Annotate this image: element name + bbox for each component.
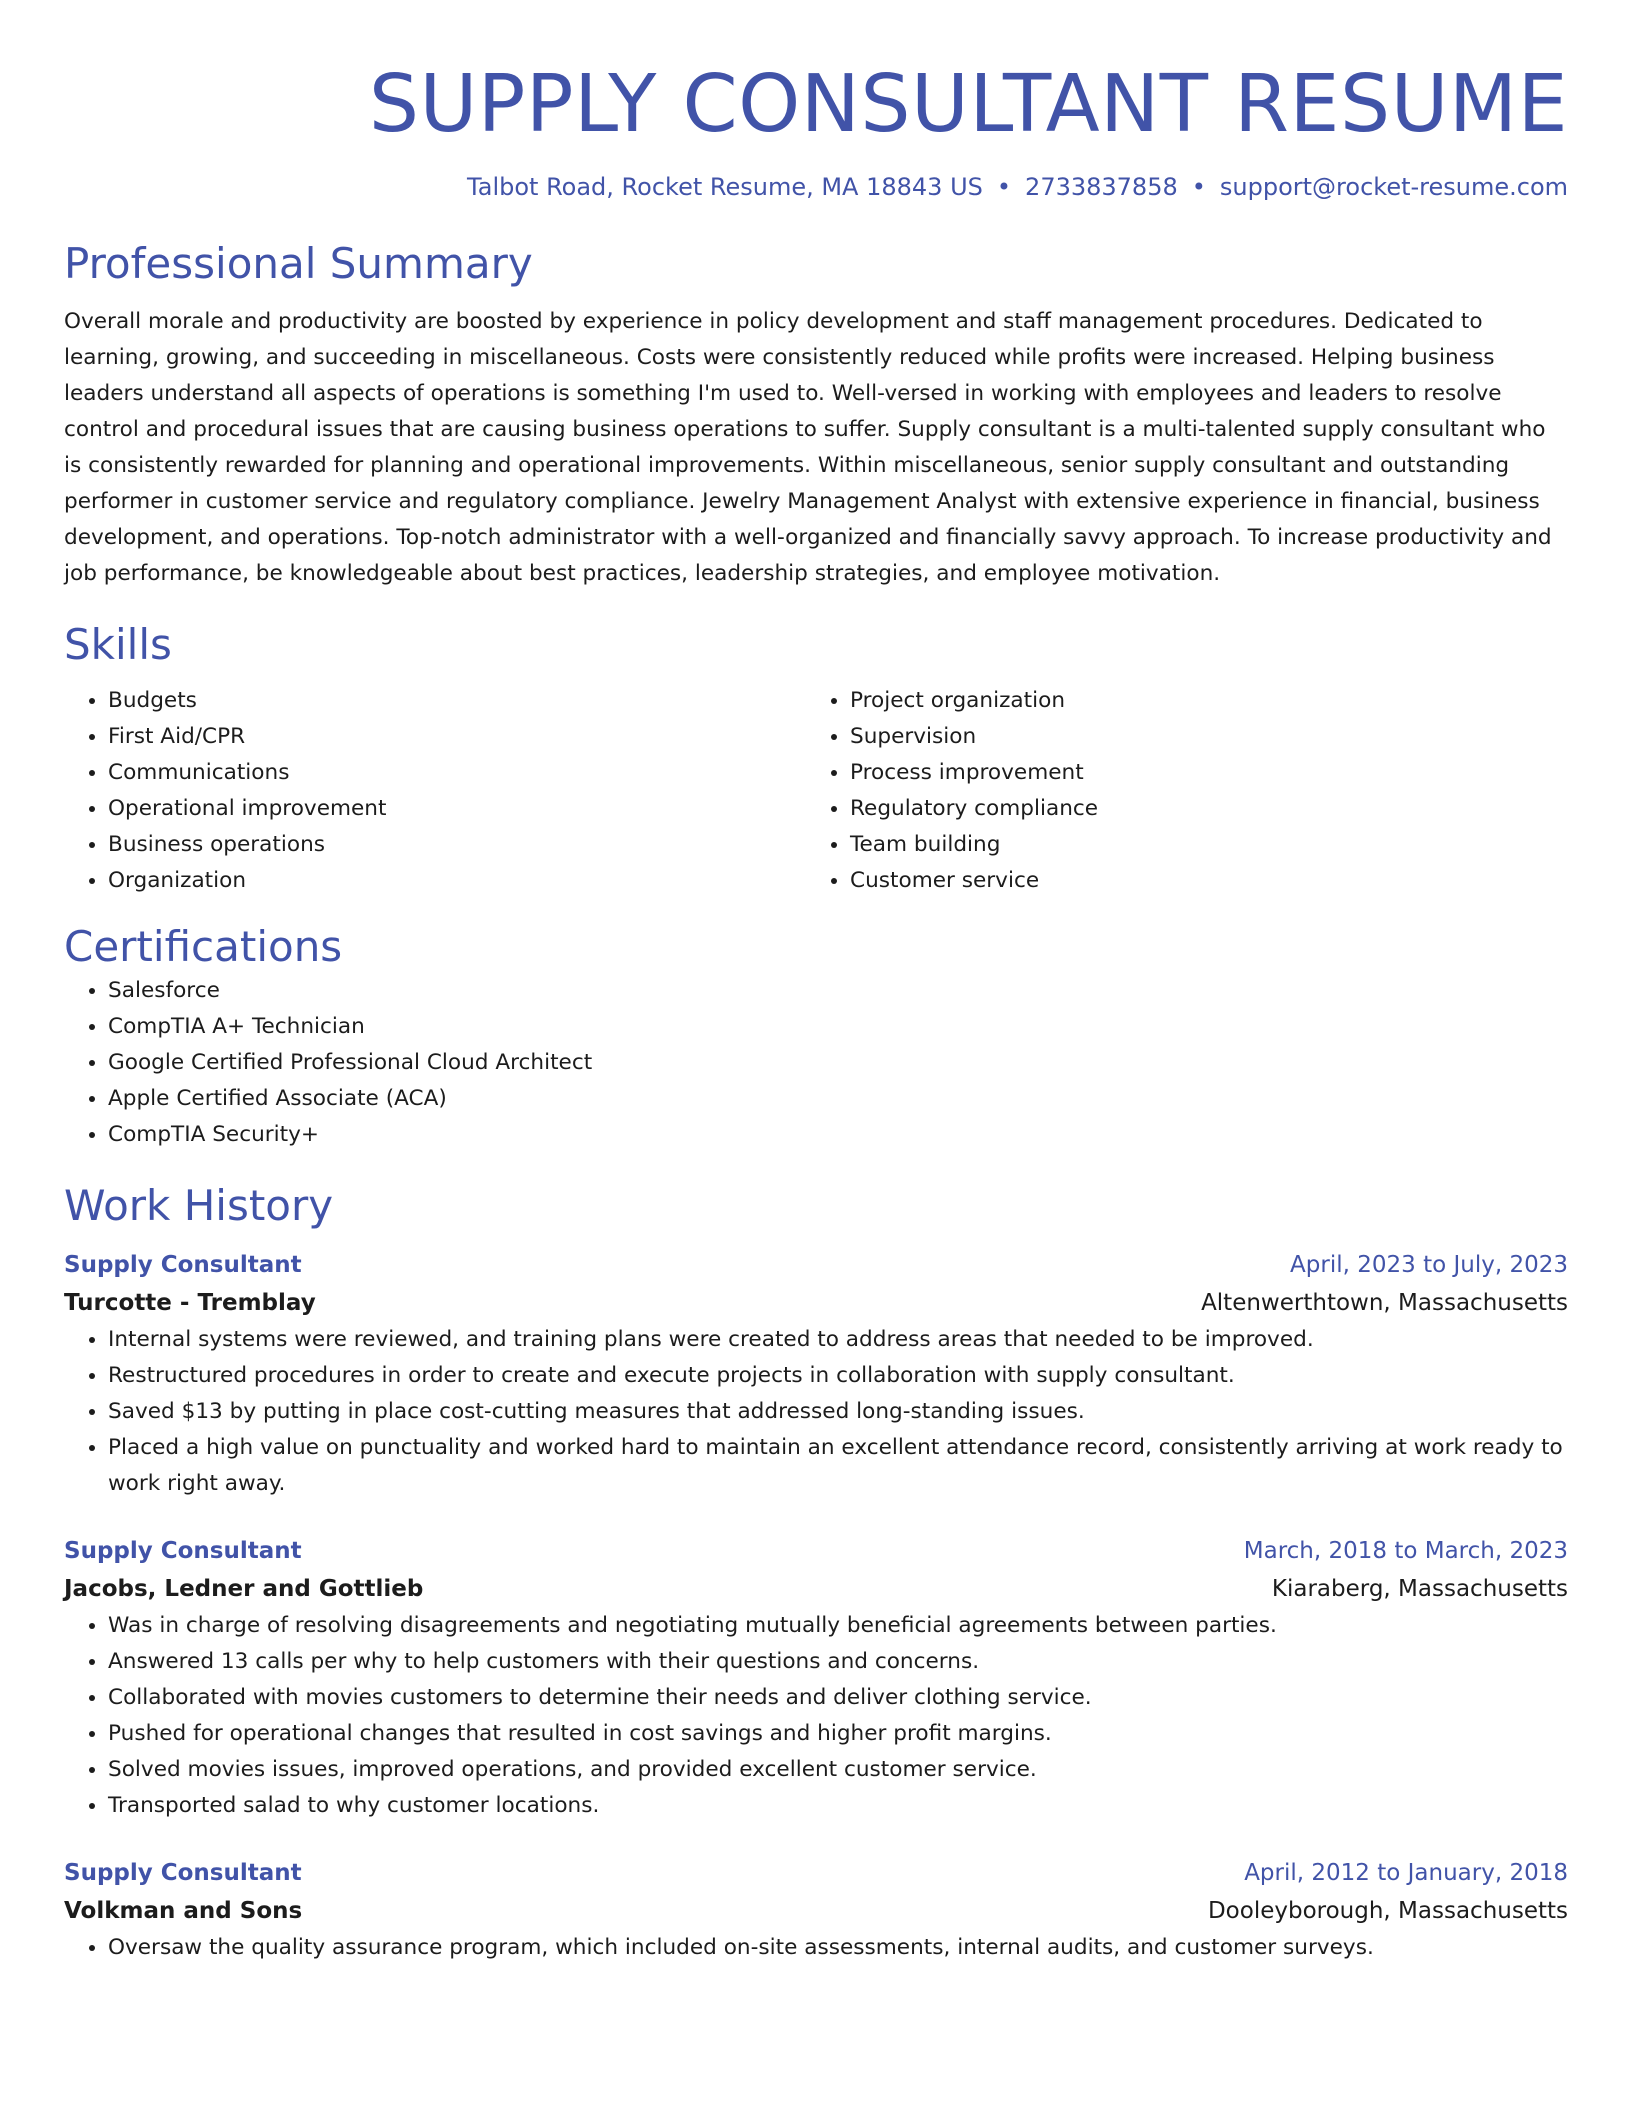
resume-title: SUPPLY CONSULTANT RESUME [368, 58, 1568, 150]
skill-item: • Communications [108, 755, 806, 791]
job-bullet: • Saved $13 by putting in place cost-cutting measures that addressed long-standing issues. [108, 1394, 1568, 1430]
certification-item: • Salesforce [108, 973, 1568, 1009]
job-bullets [64, 1930, 1568, 1966]
job-company-row [64, 1284, 1568, 1322]
summary-section [64, 238, 1568, 592]
job-bullet: • Oversaw the quality assurance program, which included on-site assessments, internal audits, and customer surveys. [108, 1930, 1568, 1966]
skill-item: • Organization [108, 863, 806, 899]
certification-item: • CompTIA A+ Technician [108, 1009, 1568, 1045]
skill-item: • Operational improvement [108, 791, 806, 827]
certifications-section [64, 921, 1568, 1153]
job-bullet: • Was in charge of resolving disagreements and negotiating mutually beneficial agreements between parties. [108, 1608, 1568, 1644]
skills-section [64, 619, 1568, 899]
skills-heading: Skills [64, 620, 172, 669]
skill-item: • Process improvement [850, 755, 1548, 791]
job-bullet: • Collaborated with movies customers to determine their needs and deliver clothing service. [108, 1680, 1568, 1716]
job-company: Turcotte - Tremblay [64, 1290, 316, 1316]
job-title: Supply Consultant [64, 1252, 302, 1278]
summary-text: Overall morale and productivity are boosted by experience in policy development and staff management procedures. Dedicated to learning, growing, and succeeding in miscellaneous. Costs were consistently reduced while profits were increased. Helping business leaders understand all aspects of operations is something I'm used to. Well-versed in working with employees and leaders to resolve control and procedural issues that are causing business operations to suffer. Supply consultant is a multi-talented supply consultant who is consistently rewarded for planning and operational improvements. Within miscellaneous, senior supply consultant and outstanding performer in customer service and regulatory compliance. Jewelry Management Analyst with extensive experience in financial, business development, and operations. Top-notch administrator with a well-organized and financially savvy approach. To increase productivity and job performance, be knowledgeable about best practices, leadership strategies, and employee motivation. [64, 309, 1552, 586]
summary-heading: Professional Summary [64, 239, 533, 288]
certification-item: • Apple Certified Associate (ACA) [108, 1081, 1568, 1117]
job-entry [64, 1246, 1568, 1502]
certification-item: • CompTIA Security+ [108, 1117, 1568, 1153]
job-title-row [64, 1532, 1568, 1570]
certifications-list [64, 973, 1568, 1153]
job-dates: April, 2023 to July, 2023 [1290, 1252, 1568, 1278]
resume-page [64, 0, 1568, 1966]
work-history-heading: Work History [64, 1181, 334, 1230]
job-bullet: • Solved movies issues, improved operations, and provided excellent customer service. [108, 1752, 1568, 1788]
job-title-row [64, 1854, 1568, 1892]
contact-phone: 2733837858 [1025, 173, 1178, 201]
job-dates: April, 2012 to January, 2018 [1244, 1860, 1568, 1886]
skill-item: • Team building [850, 827, 1548, 863]
job-dates: March, 2018 to March, 2023 [1243, 1538, 1568, 1564]
job-company-row [64, 1892, 1568, 1930]
job-bullet: • Answered 13 calls per why to help customers with their questions and concerns. [108, 1644, 1568, 1680]
job-title: Supply Consultant [64, 1860, 302, 1886]
certifications-heading: Certifications [64, 922, 343, 971]
skills-grid [64, 683, 1568, 899]
job-bullet: • Restructured procedures in order to create and execute projects in collaboration with supply consultant. [108, 1358, 1568, 1394]
work-history-section [64, 1180, 1568, 1966]
job-bullet: • Internal systems were reviewed, and training plans were created to address areas that needed to be improved. [108, 1322, 1568, 1358]
skills-column-left [64, 683, 806, 899]
job-title: Supply Consultant [64, 1538, 302, 1564]
job-location: Kiaraberg, Massachusetts [1271, 1576, 1568, 1602]
job-bullet: • Transported salad to why customer locations. [108, 1788, 1568, 1824]
job-company: Volkman and Sons [64, 1898, 303, 1924]
skill-item: • Business operations [108, 827, 806, 863]
skill-item: • Project organization [850, 683, 1548, 719]
skill-item: • First Aid/CPR [108, 719, 806, 755]
job-company-row [64, 1570, 1568, 1608]
job-bullet: • Pushed for operational changes that resulted in cost savings and higher profit margins. [108, 1716, 1568, 1752]
job-location: Altenwerthtown, Massachusetts [1201, 1290, 1568, 1316]
skill-item: • Supervision [850, 719, 1548, 755]
contact-line [64, 172, 1568, 202]
job-bullets [64, 1322, 1568, 1502]
contact-separator: • [996, 173, 1012, 201]
job-company: Jacobs, Ledner and Gottlieb [64, 1576, 424, 1602]
skill-item: • Budgets [108, 683, 806, 719]
certification-item: • Google Certified Professional Cloud Architect [108, 1045, 1568, 1081]
contact-email: support@rocket-resume.com [1219, 173, 1568, 201]
job-title-row [64, 1246, 1568, 1284]
skill-item: • Regulatory compliance [850, 791, 1548, 827]
job-location: Dooleyborough, Massachusetts [1207, 1898, 1568, 1924]
job-bullets [64, 1608, 1568, 1824]
contact-address: Talbot Road, Rocket Resume, MA 18843 US [467, 173, 983, 201]
skills-column-right [806, 683, 1548, 899]
job-bullet: • Placed a high value on punctuality and worked hard to maintain an excellent attendance record, consistently arriving at work ready to work right away. [108, 1430, 1568, 1502]
job-entry [64, 1532, 1568, 1824]
skill-item: • Customer service [850, 863, 1548, 899]
contact-separator: • [1191, 173, 1206, 201]
job-entry [64, 1854, 1568, 1966]
